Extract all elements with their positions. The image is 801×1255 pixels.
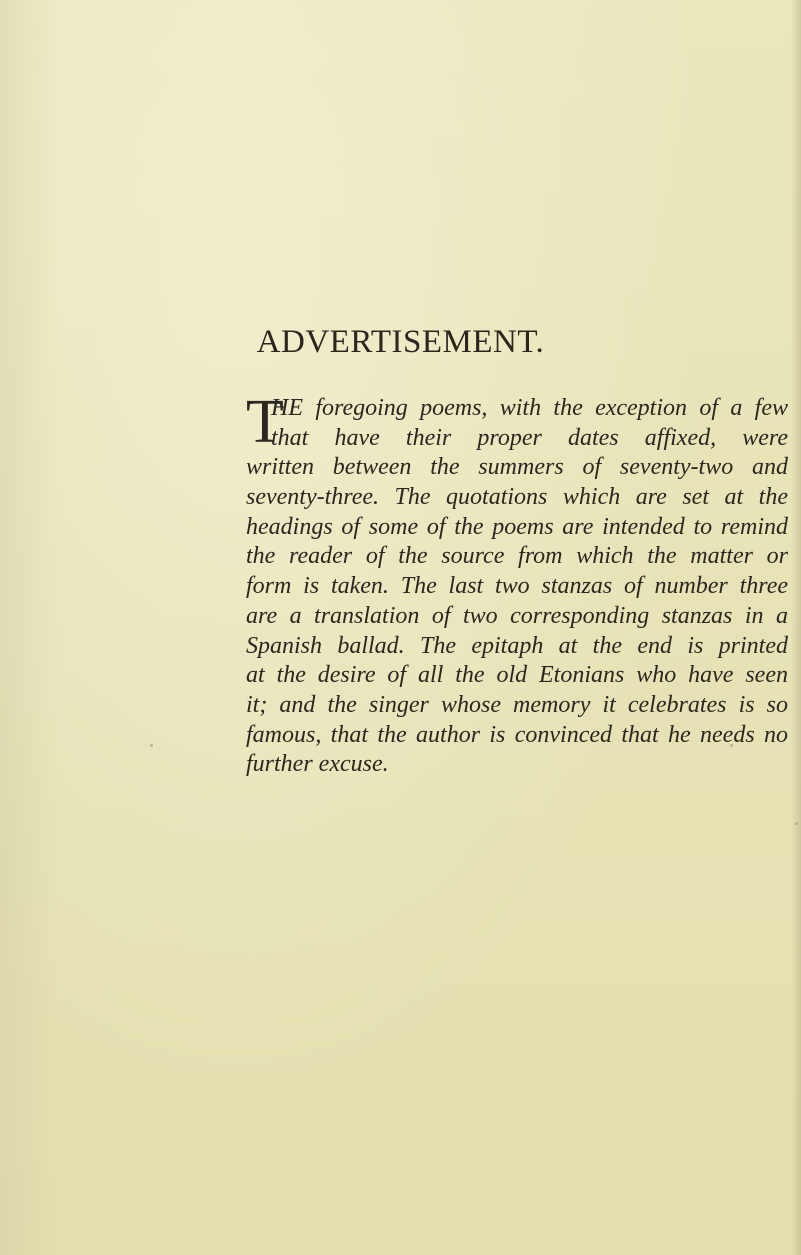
text-line: form is taken. The last two stanzas of number three (246, 573, 788, 600)
text-line: it; and the singer whose memory it celebrates is so (246, 691, 788, 718)
page-edge-shadow (791, 0, 801, 1255)
text-line: headings of some of the poems are intended to remind (246, 513, 788, 540)
text-line: seventy-three. The quotations which are set at the (246, 484, 788, 511)
paper-speck (795, 822, 798, 825)
text-line: further excuse. (246, 751, 389, 778)
paper-speck (150, 744, 153, 747)
text-line: famous, that the author is convinced that he needs no (246, 721, 788, 748)
page-fold-shadow (0, 0, 60, 1255)
text-line: Spanish ballad. The epitaph at the end is printed (246, 632, 788, 659)
text-line: at the desire of all the old Etonians who have seen (246, 662, 788, 689)
drop-cap: T (246, 388, 284, 456)
text-line: are a translation of two corresponding stanzas in a (246, 602, 788, 629)
text-line: written between the summers of seventy-two and (246, 454, 788, 481)
page-title: ADVERTISEMENT. (256, 324, 545, 360)
advertisement-paragraph (246, 388, 788, 780)
text-line: that have their proper dates affixed, were (271, 424, 788, 451)
text-line: HE foregoing poems, with the exception of a few (271, 395, 788, 421)
text-line: the reader of the source from which the matter or (246, 543, 788, 570)
